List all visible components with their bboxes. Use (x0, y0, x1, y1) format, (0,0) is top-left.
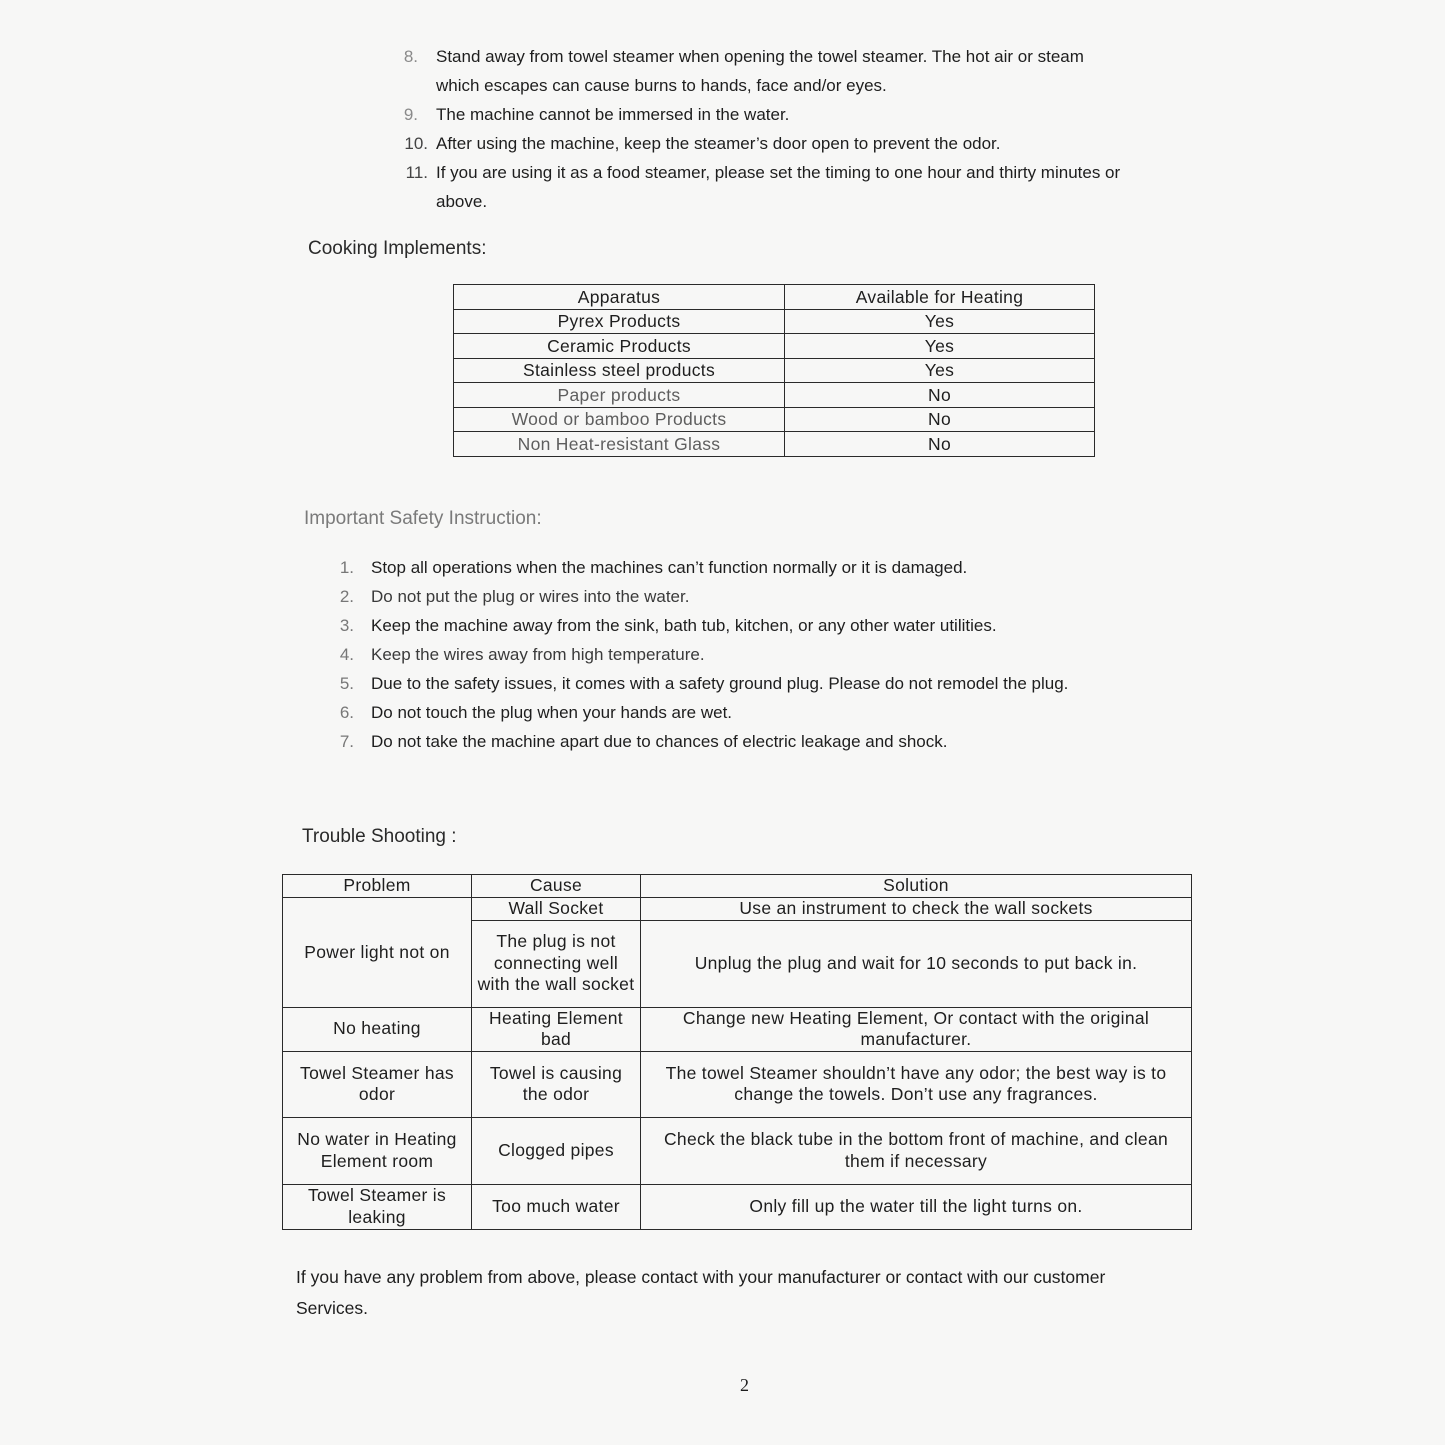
list-number: 2. (339, 587, 354, 606)
list-item (336, 611, 1196, 640)
problem-cell: Power light not on (283, 898, 472, 1008)
table-row (283, 1184, 1192, 1229)
table-row (454, 334, 1095, 359)
list-item (336, 582, 1196, 611)
trouble-shooting-table (282, 874, 1192, 1230)
cause-cell: Clogged pipes (472, 1117, 641, 1184)
header-solution: Solution (641, 875, 1192, 898)
list-number: 3. (339, 616, 354, 635)
list-item (402, 42, 1132, 95)
table-row (454, 432, 1095, 457)
list-text: After using the machine, keep the steamer’s door open to prevent the odor. (436, 134, 1001, 153)
list-item (336, 640, 1196, 669)
apparatus-cell: Pyrex Products (454, 309, 785, 334)
cooking-implements-table (453, 284, 1095, 457)
list-text: Do not put the plug or wires into the water. (371, 587, 690, 606)
list-number: 9. (403, 105, 418, 124)
cause-cell: Too much water (472, 1184, 641, 1229)
table-header-row (454, 285, 1095, 310)
cause-cell: Towel is causing the odor (472, 1051, 641, 1117)
availability-cell: No (785, 432, 1095, 457)
table-header-row (283, 875, 1192, 898)
trouble-heading: Trouble Shooting : (302, 826, 457, 847)
solution-cell: The towel Steamer shouldn’t have any odor; the best way is to change the towels. Don’t use any fragrances. (641, 1051, 1192, 1117)
list-number: 11. (405, 163, 428, 182)
list-text: If you are using it as a food steamer, please set the timing to one hour and thirty minutes or above. (436, 163, 1121, 211)
solution-cell: Only fill up the water till the light turns on. (641, 1184, 1192, 1229)
list-item (336, 669, 1196, 698)
list-number: 4. (339, 645, 354, 664)
solution-cell: Change new Heating Element, Or contact with the original manufacturer. (641, 1007, 1192, 1051)
list-number: 7. (339, 732, 354, 751)
list-text: Stand away from towel steamer when opening the towel steamer. The hot air or steam which escapes can cause burns to hands, face and/or eyes. (436, 47, 1084, 95)
table-row (283, 1051, 1192, 1117)
list-item (336, 553, 1196, 582)
apparatus-cell: Paper products (454, 383, 785, 408)
list-text: Keep the wires away from high temperature. (371, 645, 705, 664)
problem-cell: Towel Steamer has odor (283, 1051, 472, 1117)
problem-cell: No water in Heating Element room (283, 1117, 472, 1184)
list-text: The machine cannot be immersed in the water. (436, 105, 790, 124)
availability-cell: Yes (785, 309, 1095, 334)
availability-cell: No (785, 383, 1095, 408)
apparatus-cell: Stainless steel products (454, 358, 785, 383)
availability-cell: Yes (785, 358, 1095, 383)
table-row (454, 358, 1095, 383)
cause-cell: Wall Socket (472, 898, 641, 921)
header-problem: Problem (283, 875, 472, 898)
safety-instruction-list (336, 553, 1196, 756)
table-row (454, 383, 1095, 408)
apparatus-cell: Non Heat-resistant Glass (454, 432, 785, 457)
header-cause: Cause (472, 875, 641, 898)
list-text: Stop all operations when the machines can’t function normally or it is damaged. (371, 558, 968, 577)
cause-cell: Heating Element bad (472, 1007, 641, 1051)
list-number: 1. (339, 558, 354, 577)
list-item (336, 727, 1196, 756)
table-row (283, 898, 1192, 921)
list-item (336, 698, 1196, 727)
solution-cell: Unplug the plug and wait for 10 seconds to put back in. (641, 920, 1192, 1007)
cause-cell: The plug is not connecting well with the wall socket (472, 920, 641, 1007)
header-available: Available for Heating (785, 285, 1095, 310)
list-text: Do not touch the plug when your hands are wet. (371, 703, 733, 722)
problem-cell: Towel Steamer is leaking (283, 1184, 472, 1229)
cooking-heading: Cooking Implements: (308, 238, 487, 259)
list-text: Due to the safety issues, it comes with a safety ground plug. Please do not remodel the plug. (371, 674, 1069, 693)
header-apparatus: Apparatus (454, 285, 785, 310)
list-item (402, 100, 1132, 129)
table-row (283, 1007, 1192, 1051)
page-number: 2 (740, 1375, 749, 1395)
list-item (402, 158, 1132, 216)
list-number: 8. (403, 47, 418, 66)
list-number: 5. (339, 674, 354, 693)
apparatus-cell: Ceramic Products (454, 334, 785, 359)
contact-note: If you have any problem from above, please contact with your manufacturer or contact with our customer Services. (296, 1267, 1106, 1318)
list-text: Keep the machine away from the sink, bath tub, kitchen, or any other water utilities. (371, 616, 997, 635)
availability-cell: Yes (785, 334, 1095, 359)
solution-cell: Use an instrument to check the wall sockets (641, 898, 1192, 921)
availability-cell: No (785, 407, 1095, 432)
table-row (454, 309, 1095, 334)
list-number: 6. (339, 703, 354, 722)
top-instruction-list (402, 42, 1132, 216)
list-item (402, 129, 1132, 158)
problem-cell: No heating (283, 1007, 472, 1051)
apparatus-cell: Wood or bamboo Products (454, 407, 785, 432)
solution-cell: Check the black tube in the bottom front of machine, and clean them if necessary (641, 1117, 1192, 1184)
table-row (454, 407, 1095, 432)
table-row (283, 1117, 1192, 1184)
list-text: Do not take the machine apart due to chances of electric leakage and shock. (371, 732, 948, 751)
safety-heading: Important Safety Instruction: (304, 508, 542, 529)
list-number: 10. (404, 134, 428, 153)
